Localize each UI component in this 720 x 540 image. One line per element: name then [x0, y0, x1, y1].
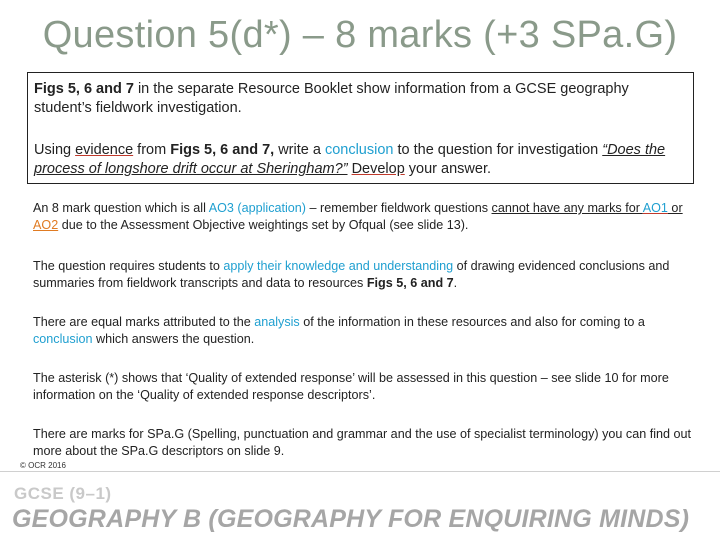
note-marks [33, 200, 693, 234]
apply-keyword: apply their knowledge and understanding [223, 259, 454, 273]
question-instruction [34, 141, 687, 179]
ao1-keyword: AO1 [642, 201, 668, 215]
figs-reference: Figs 5, 6 and 7 [34, 81, 134, 97]
footer-divider [0, 471, 720, 472]
note-text: of drawing evidenced conclusions and summaries from fieldwork transcripts and data to resources [33, 259, 670, 290]
conclusion-keyword: conclusion [324, 142, 394, 158]
instruction-text: your answer. [404, 161, 492, 177]
instruction-text: write a [274, 142, 325, 158]
note-text: or [667, 201, 683, 215]
ao3-keyword: AO3 (application) [208, 201, 307, 215]
note-spag: There are marks for SPa.G (Spelling, punctuation and grammar and the use of specialist terminology) you can find out more about the SPa.G descriptors on slide 9. [33, 427, 692, 458]
slide-title: Question 5(d*) – 8 marks (+3 SPa.G) [42, 14, 678, 56]
note-apply [33, 258, 693, 292]
note-text: There are equal marks attributed to the [33, 315, 255, 329]
investigation-question: “Does the process of longshore drift occur at Sheringham?” [34, 142, 666, 177]
question-intro [34, 80, 687, 118]
instruction-text: Using [34, 142, 76, 158]
instruction-text: from [133, 142, 171, 158]
figs-reference: Figs 5, 6 and 7 [366, 276, 454, 290]
note-text: – remember fieldwork questions [306, 201, 492, 215]
cannot-phrase: cannot have any marks for [491, 201, 643, 215]
figs-reference: Figs 5, 6 and 7, [170, 142, 275, 158]
note-text: . [453, 276, 458, 290]
analysis-keyword: analysis [254, 315, 300, 329]
copyright-notice: © OCR 2016 [20, 461, 66, 470]
instruction-text: to the question for investigation [393, 142, 603, 158]
note-text: of the information in these resources and also for coming to a [299, 315, 645, 329]
note-text: which answers the question. [92, 332, 255, 346]
evidence-keyword: evidence [75, 142, 134, 158]
footer-qualification: GCSE (9–1) [14, 484, 112, 503]
note-analysis [33, 314, 693, 348]
ao2-keyword: AO2 [33, 218, 59, 232]
guidance-notes [33, 200, 693, 460]
intro-text: in the separate Resource Booklet show information from a GCSE geography student’s fieldwork investigation. [34, 81, 629, 116]
note-text: due to the Assessment Objective weightings set by Ofqual (see slide 13). [58, 218, 469, 232]
note-text: The question requires students to [33, 259, 224, 273]
note-asterisk: The asterisk (*) shows that ‘Quality of extended response’ will be assessed in this question – see slide 10 for more information on the ‘Quality of extended response descriptors’. [33, 371, 669, 402]
develop-keyword: Develop [351, 161, 405, 177]
conclusion-keyword: conclusion [33, 332, 93, 346]
question-box [27, 72, 694, 184]
footer-subject: GEOGRAPHY B (GEOGRAPHY FOR ENQUIRING MINDS) [12, 505, 690, 533]
note-text: An 8 mark question which is all [33, 201, 209, 215]
